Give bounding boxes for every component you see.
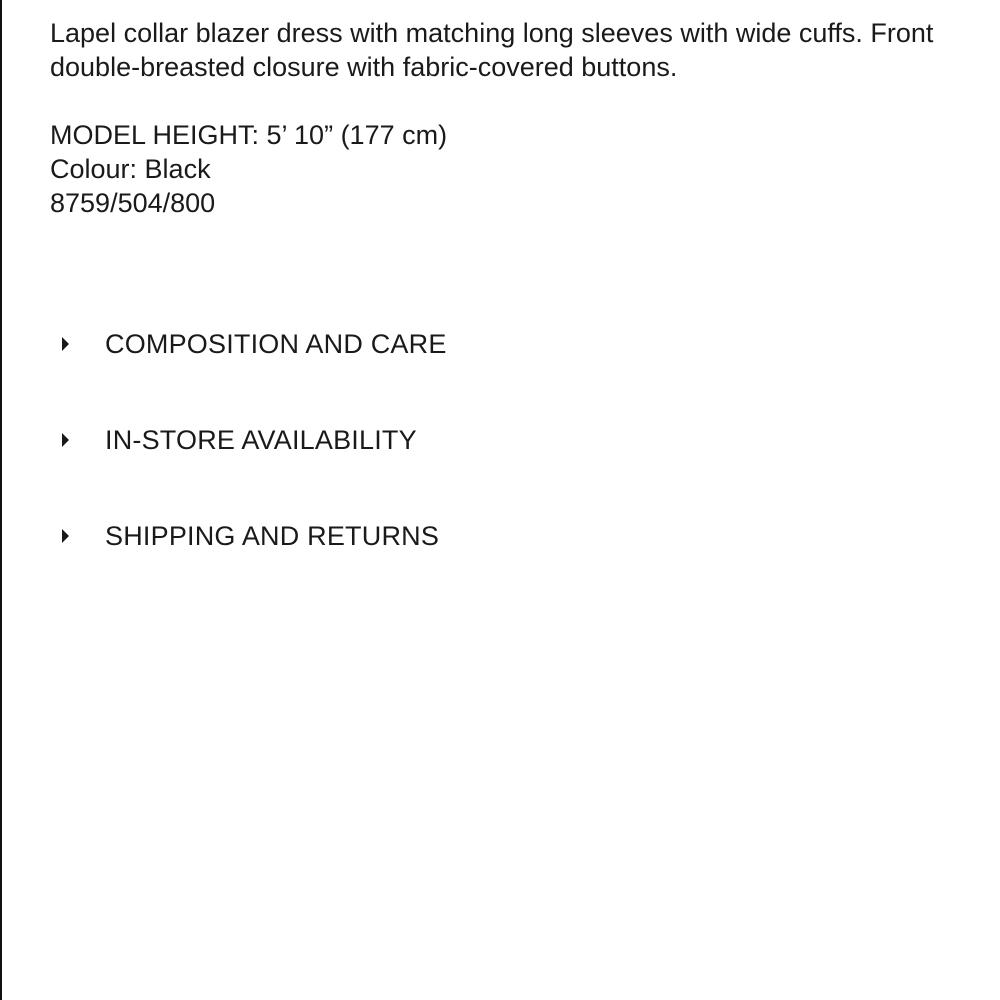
accordion-composition-and-care[interactable] xyxy=(60,320,760,368)
product-reference: 8759/504/800 xyxy=(50,188,216,218)
product-description: Lapel collar blazer dress with matching long sleeves with wide cuffs. Front double-breasted closure with fabric-covered buttons. xyxy=(50,18,934,82)
accordion-label: COMPOSITION AND CARE xyxy=(105,328,447,359)
caret-right-icon xyxy=(62,529,69,543)
info-accordion xyxy=(60,320,760,608)
caret-right-icon xyxy=(62,337,69,351)
accordion-in-store-availability[interactable] xyxy=(60,416,760,464)
caret-right-icon xyxy=(62,433,69,447)
product-info xyxy=(50,16,950,220)
accordion-label: SHIPPING AND RETURNS xyxy=(105,520,440,551)
accordion-shipping-and-returns[interactable] xyxy=(60,512,760,560)
left-border-divider xyxy=(0,0,2,1000)
model-height: MODEL HEIGHT: 5’ 10” (177 cm) xyxy=(50,120,448,150)
accordion-label: IN-STORE AVAILABILITY xyxy=(105,424,417,455)
product-colour: Colour: Black xyxy=(50,154,211,184)
product-details xyxy=(50,118,950,220)
